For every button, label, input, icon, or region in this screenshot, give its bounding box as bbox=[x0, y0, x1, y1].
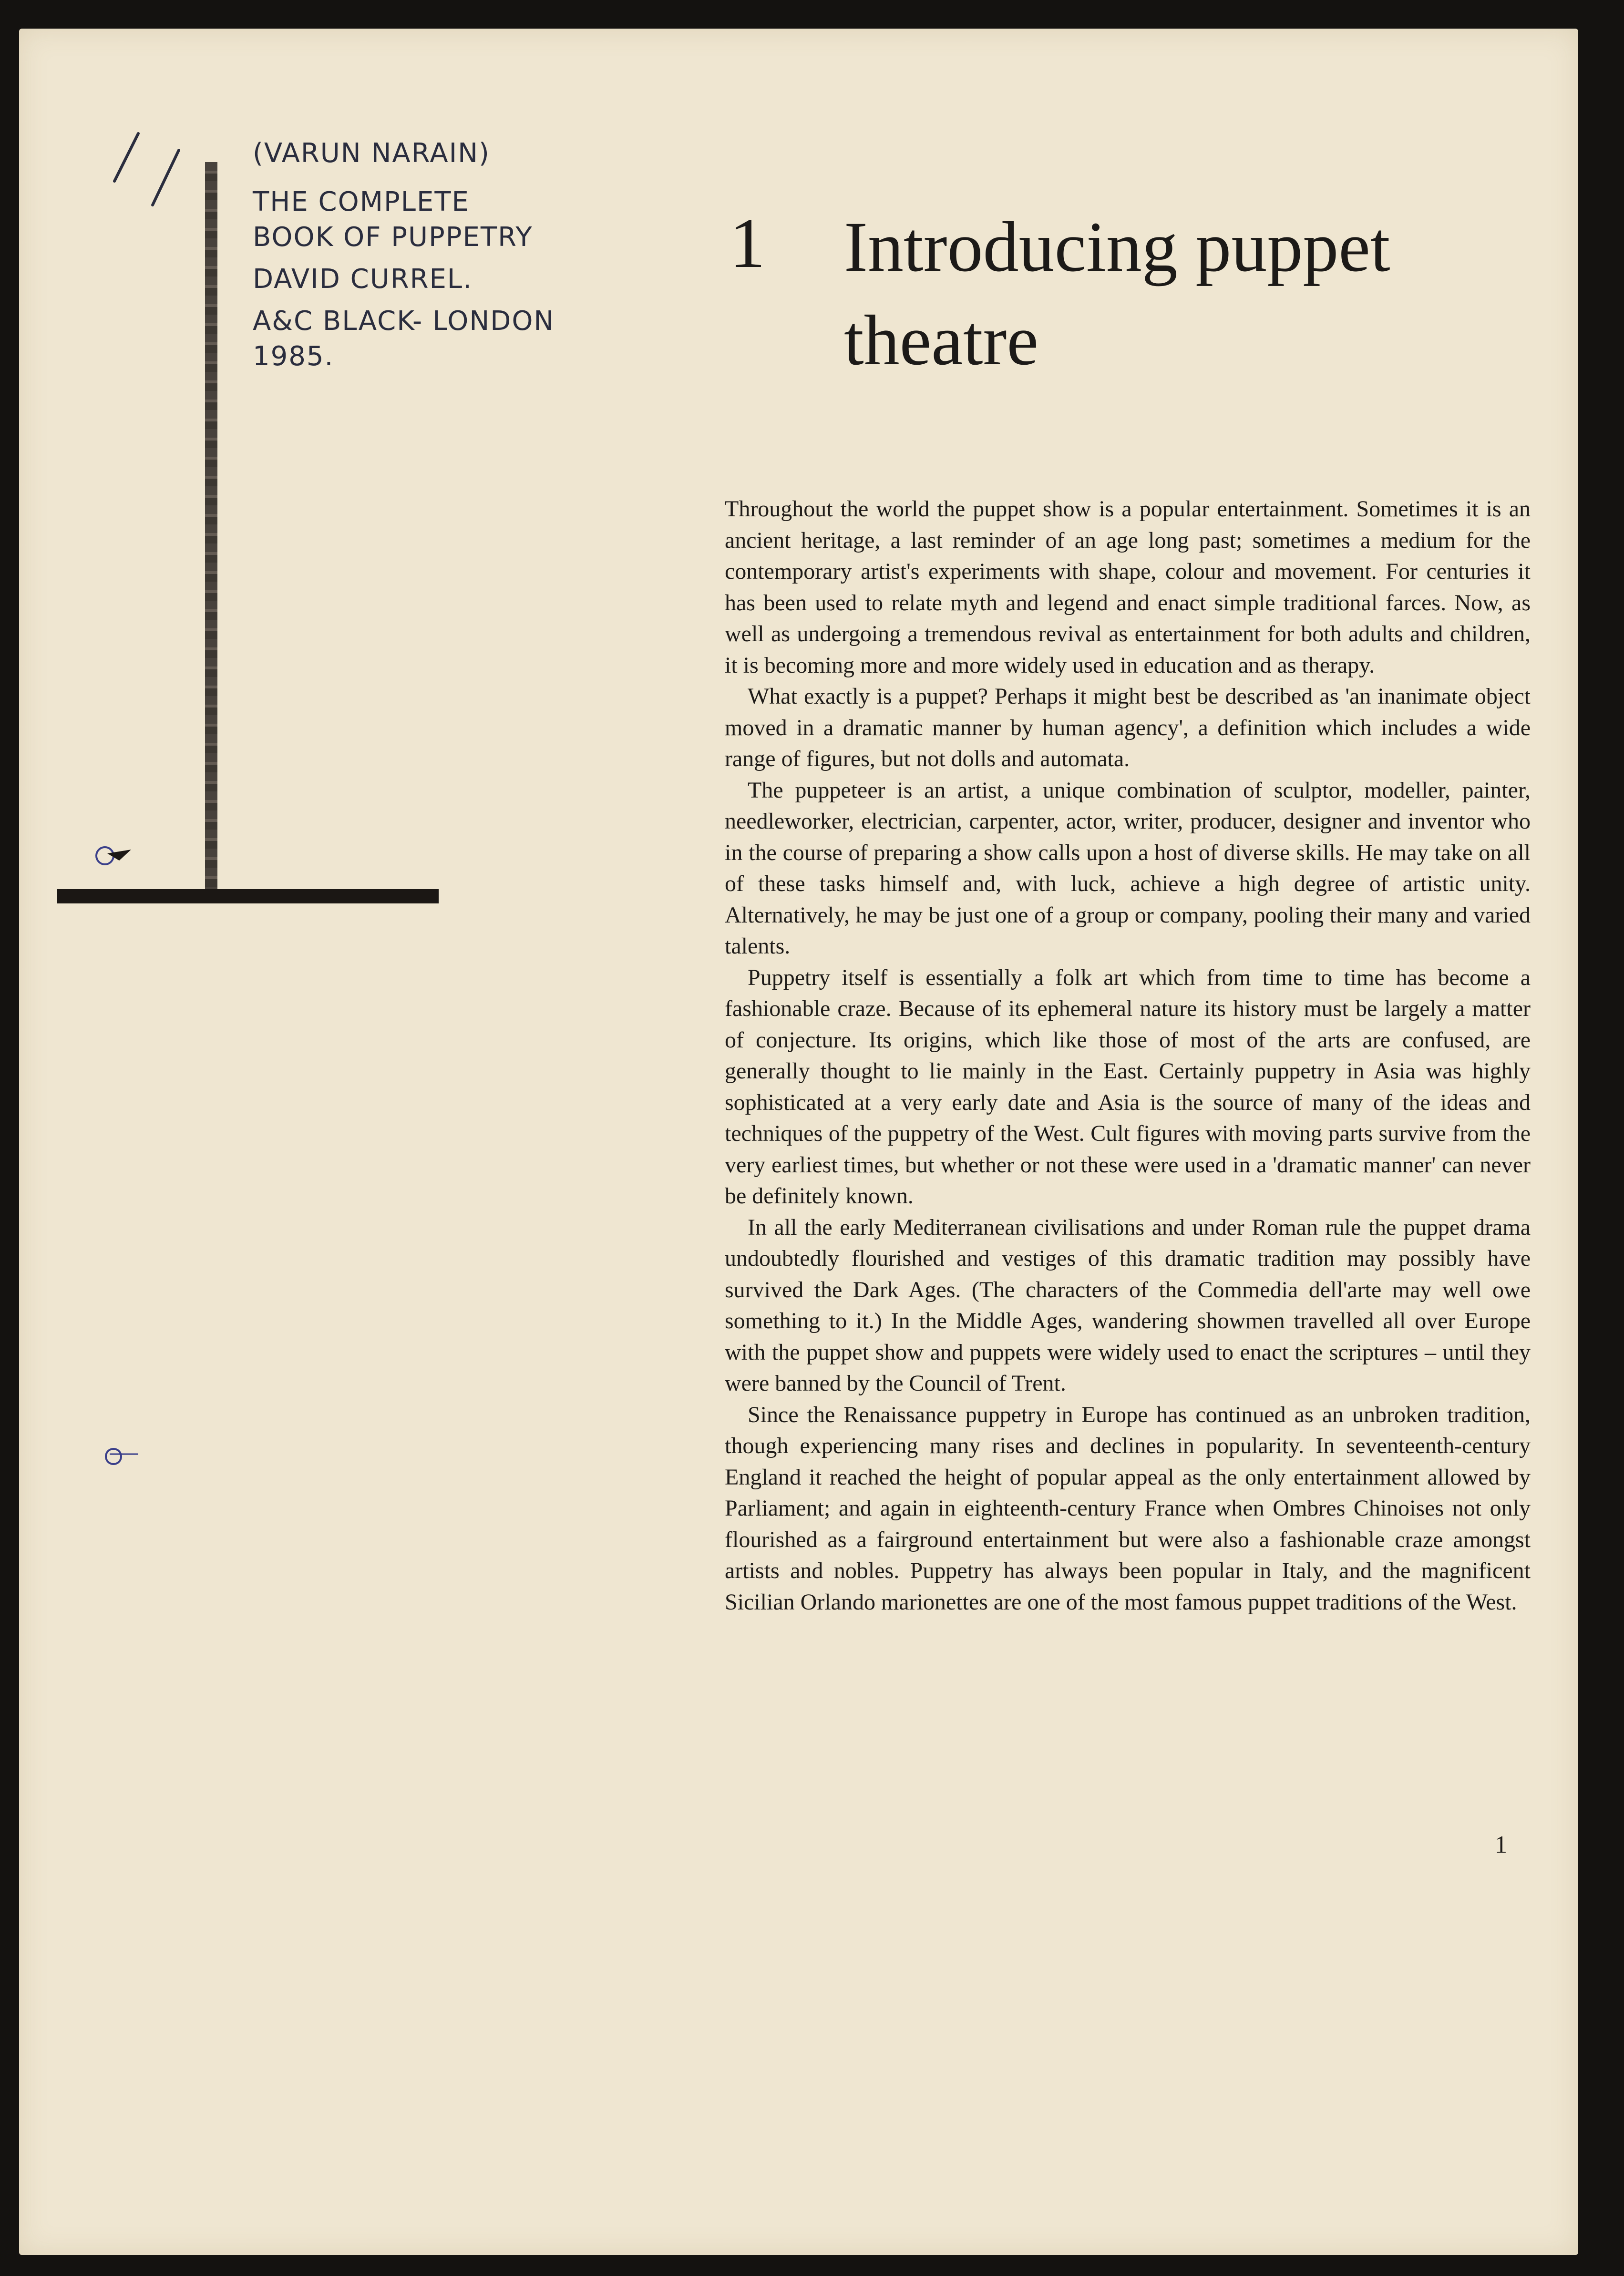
chapter-title: Introducing puppet theatre bbox=[844, 207, 1390, 380]
paragraph: What exactly is a puppet? Perhaps it might best be described as 'an inanimate object moved in a dramatic manner by human agency', a definition which includes a wide range of figures, but not dolls and automata. bbox=[725, 684, 1531, 771]
handwritten-line: (VARUN NARAIN) bbox=[253, 138, 490, 169]
chapter-number: 1 bbox=[730, 204, 765, 283]
paragraph: The puppeteer is an artist, a unique combination of sculptor, modeller, painter, needleworker, electrician, carpenter, actor, writer, producer, designer and inventor who in the course of preparing a show calls upon a host of diverse skills. He may take on all of these tasks himself and, with luck, achieve a high degree of artistic unity. Alternatively, he may be just one of a group or company, pooling their many and varied talents. bbox=[725, 777, 1531, 959]
document-page bbox=[19, 29, 1578, 2255]
slash-marks bbox=[100, 124, 205, 219]
margin-binding-line bbox=[205, 162, 217, 896]
handwritten-line: DAVID CURREL. bbox=[253, 264, 473, 295]
body-text bbox=[725, 493, 1531, 1618]
handwritten-line: A&C BLACK- LONDON bbox=[253, 306, 555, 337]
base-binding-line bbox=[57, 889, 439, 903]
paragraph: Throughout the world the puppet show is a popular entertainment. Sometimes it is an ancient heritage, a last reminder of an age long past; sometimes a medium for the contemporary artist's experiments with shape, colour and movement. For centuries it has been used to relate myth and legend and enact simple traditional farces. Now, as well as undergoing a tremendous revival as entertainment for both adults and children, it is becoming more and more widely used in education and as therapy. bbox=[725, 496, 1531, 678]
paragraph: Puppetry itself is essentially a folk art which from time to time has become a fashionable craze. Because of its ephemeral nature its history must be largely a matter of conjecture. Its origins, which like those of most of the arts are confused, are generally thought to lie mainly in the East. Certainly puppetry in Asia was highly sophisticated at a very early date and Asia is the source of many of the ideas and techniques of the puppetry of the West. Cult figures with moving parts survive from the very earliest times, but whether or not these were used in a 'dramatic manner' can never be definitely known. bbox=[725, 964, 1531, 1209]
handwritten-line: 1985. bbox=[253, 341, 334, 372]
paragraph: Since the Renaissance puppetry in Europe has continued as an unbroken tradition, though experiencing many rises and declines in popularity. In seventeenth-century England it reached the height of popular appeal as the only entertainment allowed by Parliament; and again in eighteenth-century France when Ombres Chinoises not only flourished as a fairground entertainment but were also a fashionable craze amongst artists and nobles. Puppetry has always been popular in Italy, and the magnificent Sicilian Orlando marionettes are one of the most famous puppet traditions of the West. bbox=[725, 1402, 1531, 1615]
ink-blot-mark bbox=[100, 1440, 143, 1473]
ink-blot-mark bbox=[91, 839, 134, 872]
handwritten-line: BOOK OF PUPPETRY bbox=[253, 222, 533, 253]
paragraph: In all the early Mediterranean civilisations and under Roman rule the puppet drama undoubtedly flourished and vestiges of this dramatic tradition may possibly have survived the Dark Ages. (The characters of the Commedia dell'arte may well owe something to it.) In the Middle Ages, wandering showmen travelled all over Europe with the puppet show and puppets were widely used to enact the scriptures – until they were banned by the Council of Trent. bbox=[725, 1214, 1531, 1396]
page-number: 1 bbox=[1495, 1831, 1507, 1858]
handwritten-bibliographic-note bbox=[253, 136, 644, 374]
handwritten-line: THE COMPLETE bbox=[253, 186, 470, 217]
